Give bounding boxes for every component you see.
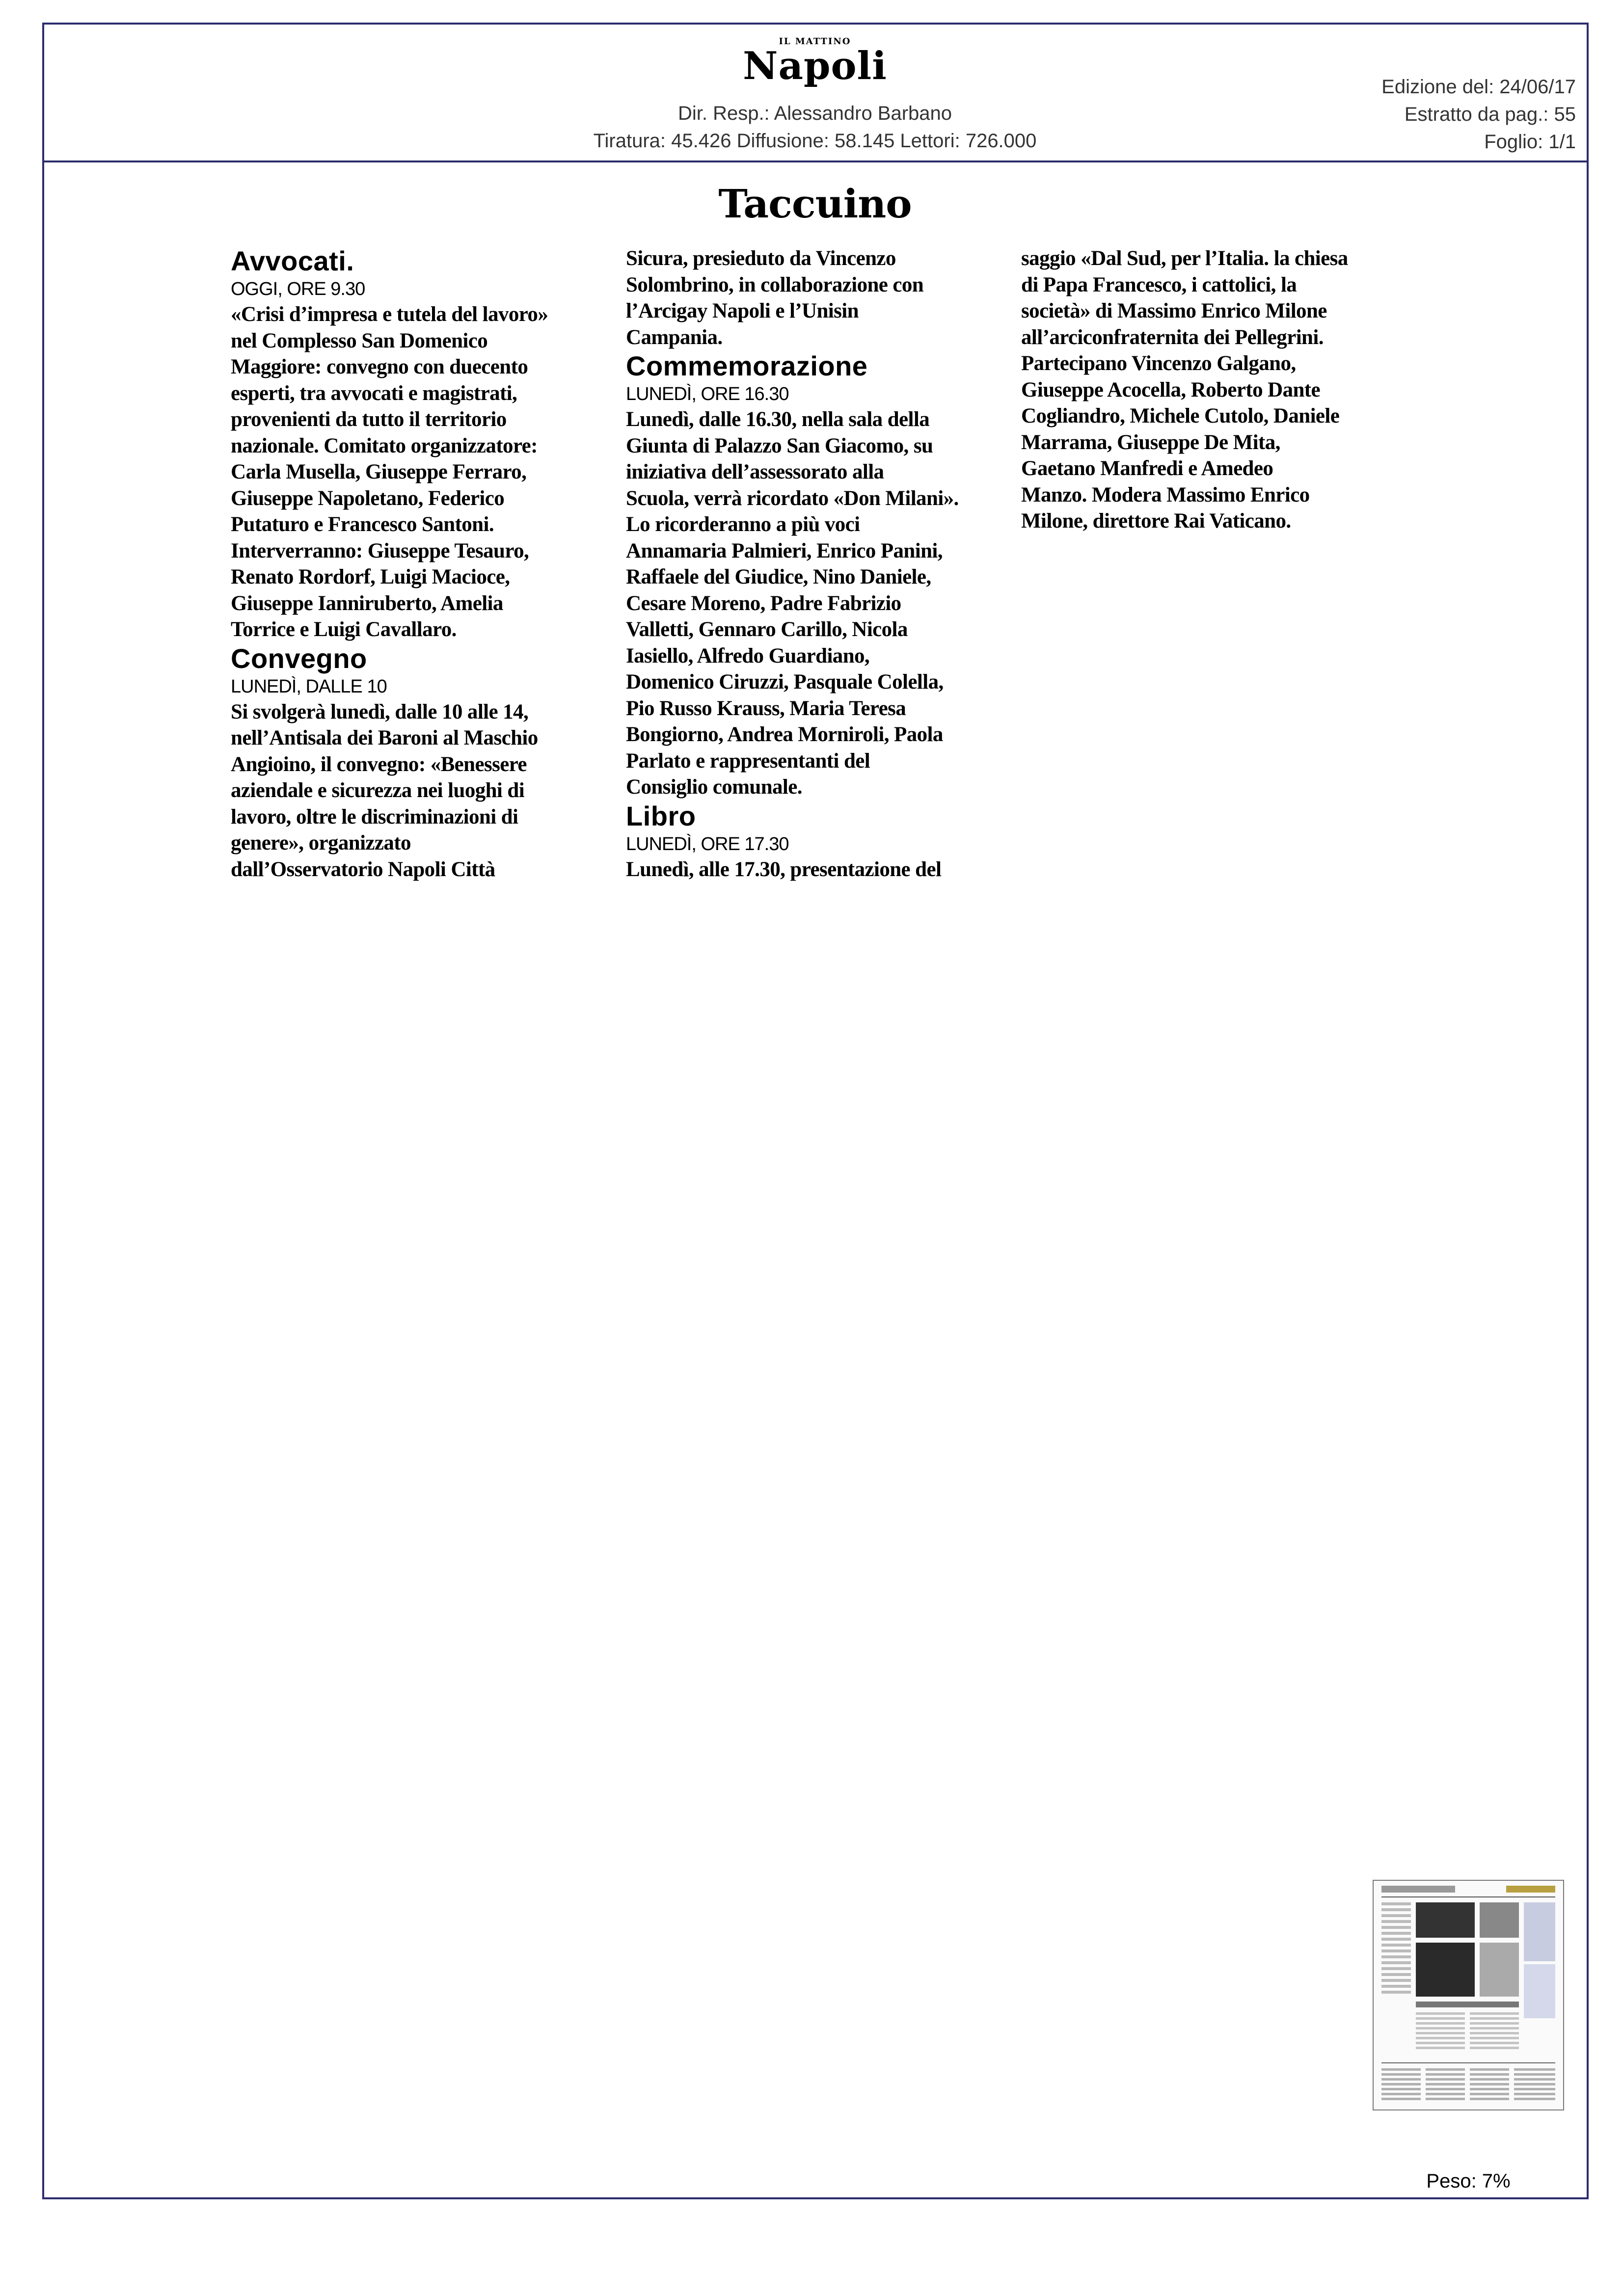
article-text-line: Marrama, Giuseppe De Mita, [1021,430,1280,454]
article-text-line: Partecipano Vincenzo Galgano, [1021,352,1296,375]
header-divider [42,160,1589,162]
newspaper-masthead [712,37,918,86]
article-text-line: lavoro, oltre le discriminazioni di [231,805,518,828]
article-text-line: nazionale. Comitato organizzatore: [231,434,538,457]
masthead-kicker: IL MATTINO [779,36,851,47]
article-time: OGGI, ORE 9.30 [231,279,365,299]
article-text-line: Lo ricorderanno a più voci [626,513,860,536]
article-column-2 [626,245,999,882]
article-heading: Libro [626,800,696,831]
article-text-line: aziendale e sicurezza nei luoghi di [231,779,525,802]
article-text-line: Campania. [626,325,723,349]
article-heading: Convegno [231,642,367,674]
article-text-line: società» di Massimo Enrico Milone [1021,299,1327,322]
article-text-line: saggio «Dal Sud, per l’Italia. la chiesa [1021,247,1348,270]
article-text-line: Cogliandro, Michele Cutolo, Daniele [1021,404,1340,427]
section-title: Taccuino [718,181,912,227]
edition-date: Edizione del: 24/06/17 [1381,76,1576,98]
article-text-line: Angioino, il convegno: «Benessere [231,752,527,776]
article-text-line: Giuseppe Acocella, Roberto Dante [1021,378,1321,401]
article-text-line: Milone, direttore Rai Vaticano. [1021,509,1291,533]
article-text-line: nell’Antisala dei Baroni al Maschio [231,726,538,749]
article-text-line: Consiglio comunale. [626,775,802,799]
article-text-line: Cesare Moreno, Padre Fabrizio [626,591,901,615]
article-text-line: Carla Musella, Giuseppe Ferraro, [231,460,527,483]
article-text-line: Solombrino, in collaborazione con [626,273,924,296]
article-text-line: all’arciconfraternita dei Pellegrini. [1021,325,1324,349]
article-text-line: Lunedì, alle 17.30, presentazione del [626,857,942,881]
circulation-line: Tiratura: 45.426 Diffusione: 58.145 Lettori: 726.000 [593,130,1037,152]
article-text-line: esperti, tra avvocati e magistrati, [231,381,517,405]
article-text-line: Sicura, presieduto da Vincenzo [626,247,896,270]
article-text-line: Giunta di Palazzo San Giacomo, su [626,434,933,457]
article-text-line: provenienti da tutto il territorio [231,408,507,431]
article-text-line: Raffaele del Giudice, Nino Daniele, [626,565,931,588]
article-text-line: Annamaria Palmieri, Enrico Panini, [626,539,943,562]
article-text-line: Giuseppe Napoletano, Federico [231,486,505,510]
weight-label: Peso: 7% [1426,2170,1511,2192]
article-text-line: Iasiello, Alfredo Guardiano, [626,644,870,667]
page-thumbnail-image [1374,1881,1563,2109]
article-text-line: Domenico Ciruzzi, Pasquale Colella, [626,670,944,694]
page-excerpt: Estratto da pag.: 55 [1404,104,1576,125]
article-text-line: Manzo. Modera Massimo Enrico [1021,483,1310,507]
article-time: LUNEDÌ, ORE 17.30 [626,833,789,854]
article-text-line: Gaetano Manfredi e Amedeo [1021,457,1273,480]
sheet-number: Foglio: 1/1 [1484,131,1576,153]
article-text-line: Bongiorno, Andrea Morniroli, Paola [626,723,943,746]
article-text-line: «Crisi d’impresa e tutela del lavoro» [231,303,548,326]
article-text-line: Scuola, verrà ricordato «Don Milani». [626,486,959,510]
article-text-line: Maggiore: convegno con duecento [231,355,528,378]
article-text-line: Giuseppe Ianniruberto, Amelia [231,591,503,615]
page-thumbnail [1373,1880,1564,2110]
article-text-line: Parlato e rappresentanti del [626,749,870,773]
article-text-line: Renato Rordorf, Luigi Macioce, [231,565,510,588]
article-text-line: Si svolgerà lunedì, dalle 10 alle 14, [231,700,529,723]
article-heading: Avvocati. [231,245,354,276]
article-column-1 [231,245,604,882]
article-time: LUNEDÌ, DALLE 10 [231,676,387,697]
director-line: Dir. Resp.: Alessandro Barbano [677,103,952,124]
article-heading: Commemorazione [626,350,868,381]
article-text-line: Putaturo e Francesco Santoni. [231,513,494,536]
article-text-line: l’Arcigay Napoli e l’Unisin [626,299,859,322]
article-text-line: Interverranno: Giuseppe Tesauro, [231,539,529,562]
article-text-line: nel Complesso San Domenico [231,329,488,352]
article-text-line: Pio Russo Krauss, Maria Teresa [626,696,906,720]
article-text-line: di Papa Francesco, i cattolici, la [1021,273,1297,296]
article-text-line: Lunedì, dalle 16.30, nella sala della [626,408,930,431]
article-text-line: iniziativa dell’assessorato alla [626,460,884,483]
article-text-line: Torrice e Luigi Cavallaro. [231,618,457,641]
article-column-3 [1021,245,1394,534]
article-text-line: dall’Osservatorio Napoli Città [231,857,495,881]
article-text-line: genere», organizzato [231,831,411,854]
article-text-line: Valletti, Gennaro Carillo, Nicola [626,618,908,641]
article-time: LUNEDÌ, ORE 16.30 [626,384,789,404]
masthead-name: Napoli [743,44,887,88]
